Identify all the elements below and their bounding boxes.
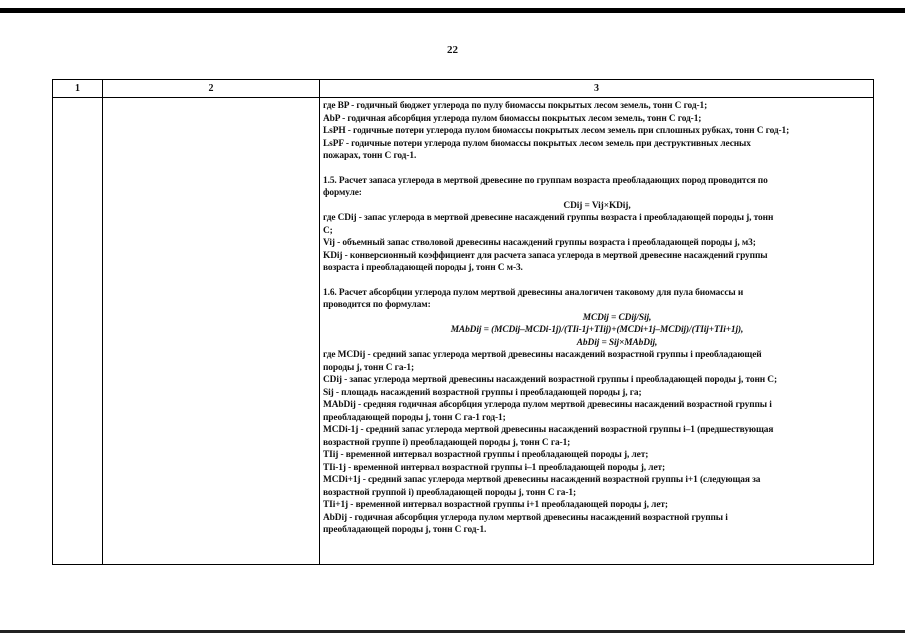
formula-abd: AbDij = Sij×MAbDij, (576, 337, 658, 348)
cell-text-block (320, 98, 873, 537)
def-mcd-prev: MCDi-1j - средний запас углерода мертвой древесины насаждений возрастной группы i–1 (предшествующая (323, 425, 774, 435)
table-row (53, 98, 874, 565)
def-ti-next: TIi+1j - временной интервал возрастной группы i+1 преобладающей породы j, лет; (323, 500, 668, 510)
column-header-2: 2 (103, 80, 320, 98)
column-2-cell (103, 98, 320, 565)
document-table (52, 79, 874, 565)
def-abd-cont: преобладающей породы j, тонн С год-1. (323, 525, 487, 535)
section-1-5-heading-cont: формуле: (323, 188, 362, 198)
def-lspf-cont: пожарах, тонн С год-1. (323, 151, 417, 161)
def-bp: где BP - годичный бюджет углерода по пулу биомассы покрытых лесом земель, тонн С год-1; (323, 101, 708, 111)
page-number: 22 (447, 44, 458, 56)
formula-cd: CDij = Vij×KDij, (563, 200, 631, 211)
def-mcd-next: MCDi+1j - средний запас углерода мертвой древесины насаждений возрастной группы i+1 (следующая за (323, 475, 761, 485)
def-lspf: LsPF - годичные потери углерода пулом биомассы покрытых лесом земель при деструктивных лесных (323, 138, 751, 149)
def-lsph: LsPH - годичные потери углерода пулом биомассы покрытых лесом земель при сплошных рубках, тонн С год-1; (323, 126, 790, 136)
spacer (323, 275, 871, 287)
formula-mabd: MAbDij = (MCDij–MCDi-1j)/(TIi-1j+TIij)+(MCDi+1j–MCDij)/(TIij+TIi+1j), (450, 325, 744, 335)
column-header-1: 1 (53, 80, 103, 98)
def-abp: AbP - годичная абсорбция углерода пулом биомассы покрытых лесом земель, тонн С год-1; (323, 113, 702, 124)
spacer (323, 163, 871, 175)
def-v: Vij - объемный запас стволовой древесины насаждений группы возраста i преобладающей породы j, м3; (323, 238, 756, 248)
section-1-6-heading: 1.6. Расчет абсорбции углерода пулом мертвой древесины аналогичен таковому для пула биомассы и (323, 287, 744, 298)
def-mcd-prev-cont: возрастной группе i) преобладающей породы j, тонн С га-1; (323, 437, 571, 448)
column-1-cell (53, 98, 103, 565)
column-3-cell (320, 98, 874, 565)
def-s: Sij - площадь насаждений возрастной группы i преобладающей породы j, га; (323, 387, 642, 398)
def-cd: где CDij - запас углерода в мертвой древесине насаждений группы возраста i преобладающей породы j, тонн (323, 213, 774, 223)
def-mcd-cont: породы j, тонн С га-1; (323, 362, 415, 373)
column-header-3: 3 (320, 80, 874, 98)
table-header-row (53, 80, 874, 98)
section-1-6-heading-cont: проводится по формулам: (323, 300, 431, 310)
def-abd: AbDij - годичная абсорбция углерода пулом мертвой древесины насаждений возрастной группы i (323, 512, 728, 523)
bottom-border-rule (0, 630, 905, 633)
def-ti-prev: TIi-1j - временной интервал возрастной группы i–1 преобладающей породы j, лет; (323, 462, 666, 473)
def-mabd-cont: преобладающей породы j, тонн С га-1 год-1; (323, 412, 506, 423)
def-cd-2: CDij - запас углерода мертвой древесины насаждений возрастной группы i преобладающей породы j, тонн С; (323, 375, 777, 385)
def-kd-cont: возраста i преобладающей породы j, тонн С м-3. (323, 263, 523, 273)
def-cd-cont: С; (323, 225, 333, 236)
def-mcd-next-cont: возрастной группой i) преобладающей породы j, тонн С га-1; (323, 487, 577, 498)
section-1-5-heading: 1.5. Расчет запаса углерода в мертвой древесине по группам возраста преобладающих пород проводится по (323, 175, 768, 186)
def-kd: KDij - конверсионный коэффициент для расчета запаса углерода в мертвой древесине насаждений группы (323, 250, 768, 261)
def-mcd: где MCDij - средний запас углерода мертвой древесины насаждений возрастной группы i преобладающей (323, 350, 762, 360)
top-border-rule (0, 8, 905, 13)
def-mabd: MAbDij - средняя годичная абсорбция углерода пулом мертвой древесины насаждений возрастной группы i (323, 400, 772, 410)
def-ti: TIij - временной интервал возрастной группы i преобладающей породы j, лет; (323, 450, 649, 460)
formula-mcd: MCDij = CDij/Sij, (582, 312, 652, 323)
